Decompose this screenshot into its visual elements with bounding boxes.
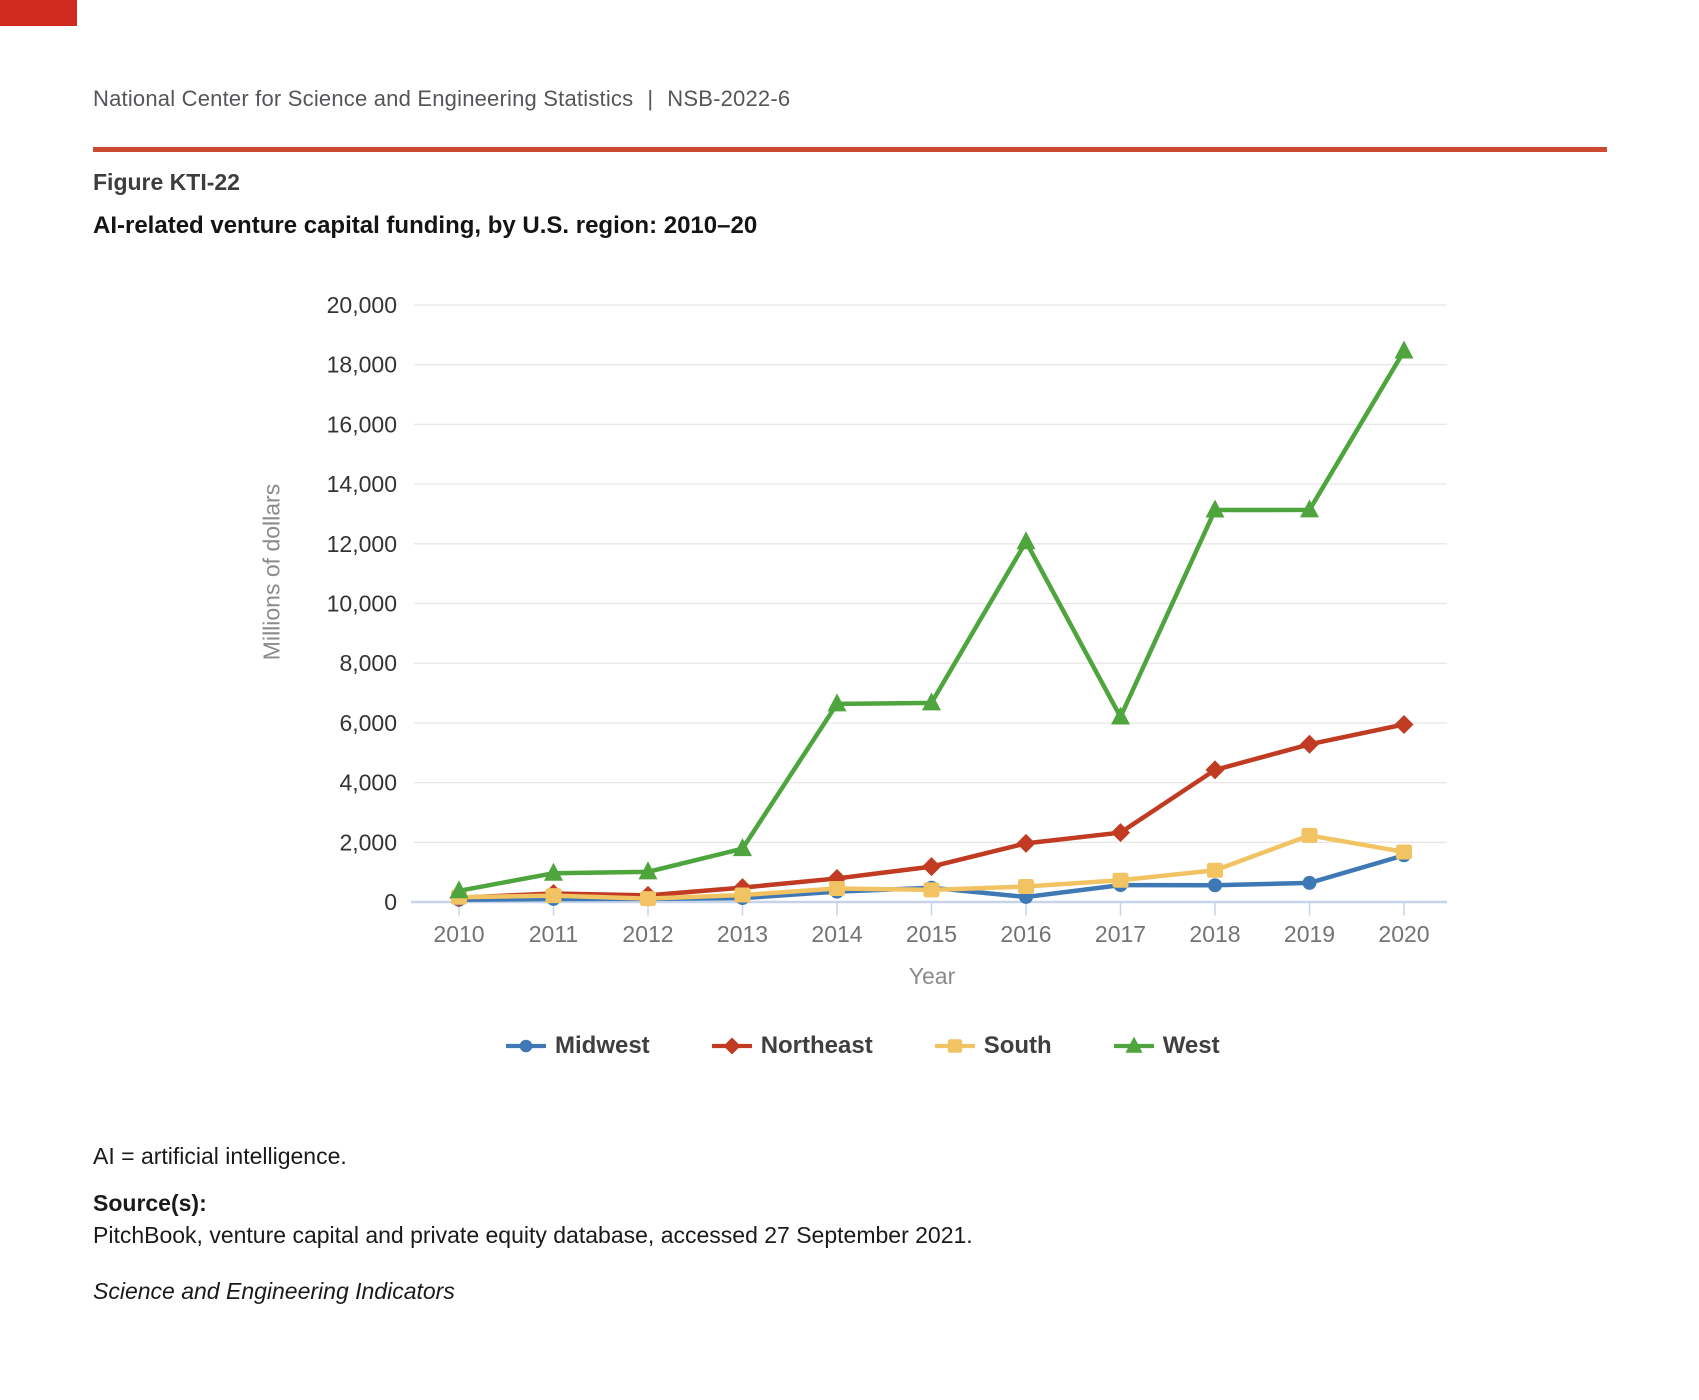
y-tick-label: 8,000 xyxy=(339,650,397,677)
y-tick-label: 2,000 xyxy=(339,829,397,856)
org-name: National Center for Science and Engineering Statistics xyxy=(93,86,634,111)
marker-west-2020 xyxy=(1395,341,1414,359)
y-axis-title: Millions of dollars xyxy=(258,483,285,661)
legend-label: Midwest xyxy=(555,1032,650,1059)
marker-northeast-2016 xyxy=(1017,834,1036,853)
y-tick-label: 14,000 xyxy=(326,471,397,498)
y-tick-label: 20,000 xyxy=(326,292,397,318)
publication-name: Science and Engineering Indicators xyxy=(93,1278,455,1304)
x-tick-label: 2011 xyxy=(528,921,579,947)
legend-label: West xyxy=(1162,1032,1220,1059)
y-tick-label: 4,000 xyxy=(339,769,397,796)
figure-number: Figure KTI-22 xyxy=(93,169,240,195)
x-axis-title: Year xyxy=(908,963,956,989)
marker-midwest-2018 xyxy=(1208,878,1222,892)
y-tick-label: 18,000 xyxy=(326,351,397,378)
x-tick-label: 2018 xyxy=(1189,921,1241,947)
marker-south-2015 xyxy=(924,882,940,897)
legend-item-south[interactable] xyxy=(935,1032,1052,1060)
source-label: Source(s): xyxy=(93,1190,207,1216)
y-tick-label: 0 xyxy=(384,889,397,915)
x-tick-label: 2012 xyxy=(622,921,674,947)
marker-south-2020 xyxy=(1396,844,1412,859)
report-id: NSB-2022-6 xyxy=(667,86,791,111)
marker-south-2016 xyxy=(1018,879,1034,894)
legend-label: Northeast xyxy=(760,1032,873,1059)
series-line-west xyxy=(459,351,1404,891)
marker-south-2018 xyxy=(1207,863,1223,878)
triangle-legend-icon xyxy=(1114,1035,1154,1057)
x-tick-label: 2015 xyxy=(905,921,958,947)
y-tick-label: 16,000 xyxy=(326,411,397,438)
y-tick-label: 10,000 xyxy=(326,590,397,617)
square-legend-icon xyxy=(935,1035,975,1057)
y-tick-label: 6,000 xyxy=(339,709,397,736)
x-tick-label: 2016 xyxy=(1000,921,1052,947)
x-tick-label: 2013 xyxy=(716,921,769,947)
marker-west-2016 xyxy=(1017,531,1036,549)
legend-item-northeast[interactable] xyxy=(712,1032,873,1060)
marker-south-2012 xyxy=(640,891,656,906)
diamond-legend-icon xyxy=(712,1035,752,1057)
x-tick-label: 2017 xyxy=(1094,921,1147,947)
marker-south-2011 xyxy=(546,888,562,903)
figure-title: AI-related venture capital funding, by U.S. region: 2010–20 xyxy=(93,212,758,239)
legend-item-west[interactable] xyxy=(1114,1032,1220,1060)
x-tick-label: 2019 xyxy=(1283,921,1336,947)
marker-south-2013 xyxy=(735,887,751,902)
marker-south-2014 xyxy=(829,881,845,896)
header-separator: | xyxy=(647,86,654,111)
circle-legend-icon xyxy=(506,1035,546,1057)
marker-northeast-2015 xyxy=(922,857,941,876)
marker-south-2017 xyxy=(1113,873,1129,888)
x-tick-label: 2014 xyxy=(811,921,863,947)
marker-northeast-2019 xyxy=(1300,735,1319,754)
marker-midwest-2019 xyxy=(1303,876,1317,890)
legend-label: South xyxy=(983,1032,1052,1059)
source-text: PitchBook, venture capital and private equity database, accessed 27 September 2021. xyxy=(93,1222,973,1248)
legend-item-midwest[interactable] xyxy=(506,1032,650,1060)
x-tick-label: 2020 xyxy=(1378,921,1430,947)
marker-south-2019 xyxy=(1302,828,1318,843)
x-tick-label: 2010 xyxy=(433,921,485,947)
chart-legend xyxy=(506,1032,1220,1060)
abbreviation-note: AI = artificial intelligence. xyxy=(93,1143,347,1169)
y-tick-label: 12,000 xyxy=(326,530,397,557)
marker-northeast-2020 xyxy=(1395,715,1414,734)
